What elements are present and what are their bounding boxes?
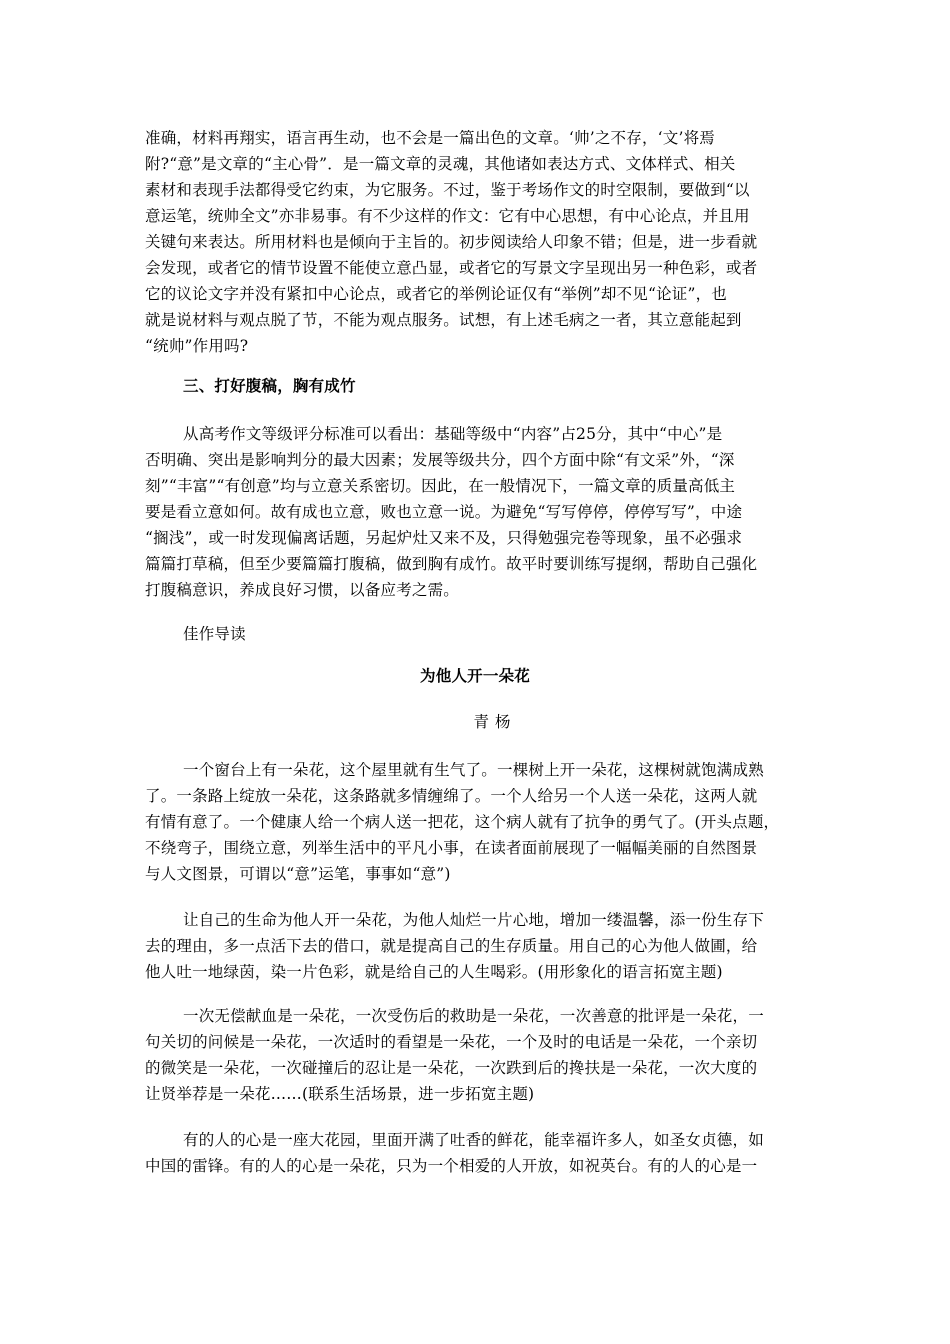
text-line: 它的议论文字并没有紧扣中心论点，或者它的举例论证仅有“举例”却不见“论证”，也 <box>145 285 727 303</box>
text-line: 中国的雷锋。有的人的心是一朵花，只为一个相爱的人开放，如祝英台。有的人的心是一 <box>145 1157 758 1175</box>
text-line: 了。一条路上绽放一朵花，这条路就多情缠绵了。一个人给另一个人送一朵花，这两人就 <box>145 787 758 805</box>
text-line: 句关切的问候是一朵花，一次适时的看望是一朵花，一个及时的电话是一朵花，一个亲切 <box>145 1033 758 1051</box>
text-line: 会发现，或者它的情节设置不能使立意凸显，或者它的写景文字呈现出另一种色彩，或者 <box>145 259 758 277</box>
text-line: 附?“意”是文章的“主心骨”．是一篇文章的灵魂，其他诸如表达方式、文体样式、相关 <box>145 155 736 173</box>
text-line: 一个窗台上有一朵花，这个屋里就有生气了。一棵树上开一朵花，这棵树就饱满成熟 <box>183 761 764 779</box>
text-line: 篇篇打草稿，但至少要篇篇打腹稿，做到胸有成竹。故平时要训练写提纲，帮助自己强化 <box>145 555 758 573</box>
text-line: 要是看立意如何。故有成也立意，败也立意一说。为避免“写写停停，停停写写”，中途 <box>145 503 743 521</box>
text-line: 让自己的生命为他人开一朵花，为他人灿烂一片心地，增加一缕温馨，添一份生存下 <box>183 911 764 929</box>
text-line: 有情有意了。一个健康人给一个病人送一把花，这个病人就有了抗争的勇气了。(开头点题， <box>145 813 780 831</box>
text-line: 去的理由，多一点活下去的借口，就是提高自己的生存质量。用自己的心为他人做圃，给 <box>145 937 758 955</box>
guide-label: 佳作导读 <box>183 625 246 643</box>
text-line: 他人吐一地绿茵，染一片色彩，就是给自己的人生喝彩。(用形象化的语言拓宽主题) <box>145 963 723 981</box>
text-line: 准确，材料再翔实，语言再生动，也不会是一篇出色的文章。‘帅’之不存，‘文’将焉 <box>145 129 716 147</box>
text-line: 的微笑是一朵花，一次碰撞后的忍让是一朵花，一次跌到后的搀扶是一朵花，一次大度的 <box>145 1059 758 1077</box>
text-line: 关键句来表达。所用材料也是倾向于主旨的。初步阅读给人印象不错；但是，进一步看就 <box>145 233 758 251</box>
text-line: 与人文图景，可谓以“意”运笔，事事如“意”) <box>145 865 451 883</box>
text-line: 打腹稿意识，养成良好习惯，以备应考之需。 <box>145 581 460 599</box>
text-line: 就是说材料与观点脱了节，不能为观点服务。试想，有上述毛病之一者，其立意能起到 <box>145 311 742 329</box>
text-line: 让贤举荐是一朵花……(联系生活场景，进一步拓宽主题) <box>145 1085 535 1103</box>
text-line: “统帅”作用吗? <box>145 337 249 355</box>
text-line: 否明确、突出是影响判分的最大因素；发展等级共分，四个方面中除“有文采”外，“深 <box>145 451 735 469</box>
text-line: 一次无偿献血是一朵花，一次受伤后的救助是一朵花，一次善意的批评是一朵花，一 <box>183 1007 764 1025</box>
text-line: 意运笔，统帅全文”亦非易事。有不少这样的作文：它有中心思想，有中心论点，并且用 <box>145 207 750 225</box>
text-line: 素材和表现手法都得受它约束，为它服务。不过，鉴于考场作文的时空限制，要做到“以 <box>145 181 750 199</box>
text-line: “搁浅”，或一时发现偏离话题，另起炉灶又来不及，只得勉强完卷等现象，虽不必强求 <box>145 529 743 547</box>
text-line: 刻”“丰富”“有创意”均与立意关系密切。因此，在一般情况下，一篇文章的质量高低主 <box>145 477 736 495</box>
essay-title: 为他人开一朵花 <box>420 666 530 685</box>
text-line: 有的人的心是一座大花园，里面开满了吐香的鲜花，能幸福许多人，如圣女贞德，如 <box>183 1131 764 1149</box>
text-line: 从高考作文等级评分标准可以看出：基础等级中“内容”占25分，其中“中心”是 <box>183 425 723 443</box>
text-line: 不绕弯子，围绕立意，列举生活中的平凡小事，在读者面前展现了一幅幅美丽的自然图景 <box>145 839 758 857</box>
section-heading: 三、打好腹稿，胸有成竹 <box>183 376 356 395</box>
essay-author: 青杨 <box>473 713 517 731</box>
